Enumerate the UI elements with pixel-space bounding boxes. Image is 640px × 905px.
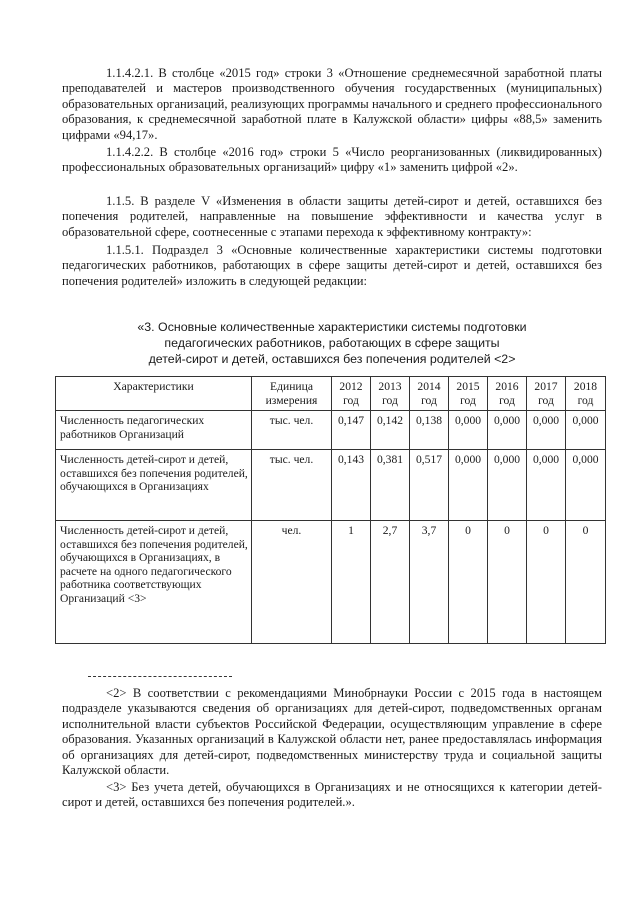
header-year-2015 [449,377,488,411]
footnote-3: <3> Без учета детей, обучающихся в Организациях и не относящихся к категории детей-сирот и детей, оставшихся без попечения родителей.». [62,780,602,810]
footnote-2: <2> В соответствии с рекомендациями Минобрнауки России с 2015 года в настоящем подразделе указываются сведения об организациях для детей-сирот, подведомственных органам исполнительной власти субъектов Российской Федерации, осуществляющим управление в сфере образования. Указанных организаций в Калужской области нет, ранее предоставлялась информация об организациях для детей-сирот, подведомственных министерству труда и социальной защиты Калужской области. [62,686,602,778]
year-label: 2018 [573,380,598,393]
header-year-2014 [410,377,449,411]
year-word: год [538,393,554,407]
cell-2017: 0,000 [527,450,566,521]
cell-2012: 0,143 [332,450,371,521]
cell-2013: 0,142 [371,411,410,450]
table-header-row [56,377,606,411]
header-year-2018 [566,377,606,411]
paragraph-1-1-4-2-2: 1.1.4.2.2. В столбце «2016 год» строки 5 «Число реорганизованных (ликвидированных) профессиональных образовательных организаций» цифру «1» заменить цифрой «2». [62,145,602,175]
header-unit [252,377,332,411]
cell-2015: 0,000 [449,411,488,450]
paragraph-1-1-5-1: 1.1.5.1. Подраздел 3 «Основные количественные характеристики системы подготовки педагогических работников, работающих в сфере защиты детей-сирот и детей, оставшихся без попечения родителей» изложить в следующей редакции: [62,243,602,288]
cell-2017: 0,000 [527,411,566,450]
cell-2014: 3,7 [410,521,449,644]
cell-2015: 0,000 [449,450,488,521]
table-row [56,411,606,450]
cell-2016: 0 [488,521,527,644]
year-word: год [421,393,437,407]
year-word: год [499,393,515,407]
year-word: год [577,393,594,407]
cell-2016: 0,000 [488,450,527,521]
header-year-2016 [488,377,527,411]
cell-2014: 0,517 [410,450,449,521]
cell-2016: 0,000 [488,411,527,450]
cell-2012: 1 [332,521,371,644]
cell-2013: 2,7 [371,521,410,644]
year-word: год [343,393,359,407]
row-unit: тыс. чел. [252,411,332,450]
header-unit-line-1: Единица [270,380,313,393]
year-label: 2013 [378,380,402,393]
year-label: 2016 [495,380,519,393]
year-label: 2012 [339,380,363,393]
header-characteristics: Характеристики [56,377,252,411]
year-label: 2014 [417,380,441,393]
header-unit-line-2: измерения [265,393,318,407]
year-word: год [382,393,398,407]
header-year-2017 [527,377,566,411]
section-title-line-2: педагогических работников, работающих в сфере защиты [164,336,500,350]
table-row [56,521,606,644]
section-title-line-1: «3. Основные количественные характеристики системы подготовки [137,320,527,334]
characteristics-table [55,376,606,644]
header-year-2012 [332,377,371,411]
cell-2012: 0,147 [332,411,371,450]
row-unit: тыс. чел. [252,450,332,521]
cell-2014: 0,138 [410,411,449,450]
section-title [62,319,602,367]
paragraph-1-1-4-2-1: 1.1.4.2.1. В столбце «2015 год» строки 3 «Отношение среднемесячной заработной платы преподавателей и мастеров производственного обучения государственных (муниципальных) образовательных организаций, реализующих программы начального и среднего профессионального образования, к среднемесячной заработной плате в Калужской области» цифры «88,5» заменить цифрами «94,17». [62,66,602,142]
row-characteristic: Численность детей-сирот и детей, оставшихся без попечения родителей, обучающихся в Организациях [56,450,252,521]
paragraph-1-1-5: 1.1.5. В разделе V «Изменения в области защиты детей-сирот и детей, оставшихся без попечения родителей, направленные на повышение эффективности и качества услуг в образовательной сфере, соотнесенные с этапами перехода к эффективному контракту»: [62,194,602,239]
row-characteristic: Численность детей-сирот и детей, оставшихся без попечения родителей, обучающихся в Организациях, в расчете на одного педагогического работника соответствующих Организаций <3> [56,521,252,644]
cell-2017: 0 [527,521,566,644]
header-year-2013 [371,377,410,411]
footnote-separator [88,676,232,677]
year-word: год [460,393,476,407]
row-characteristic: Численность педагогических работников Организаций [56,411,252,450]
row-unit: чел. [252,521,332,644]
cell-2018: 0,000 [566,411,606,450]
table-row [56,450,606,521]
year-label: 2015 [456,380,480,393]
cell-2013: 0,381 [371,450,410,521]
cell-2018: 0 [566,521,606,644]
section-title-line-3: детей-сирот и детей, оставшихся без попечения родителей <2> [148,352,516,366]
cell-2015: 0 [449,521,488,644]
cell-2018: 0,000 [566,450,606,521]
year-label: 2017 [534,380,558,393]
